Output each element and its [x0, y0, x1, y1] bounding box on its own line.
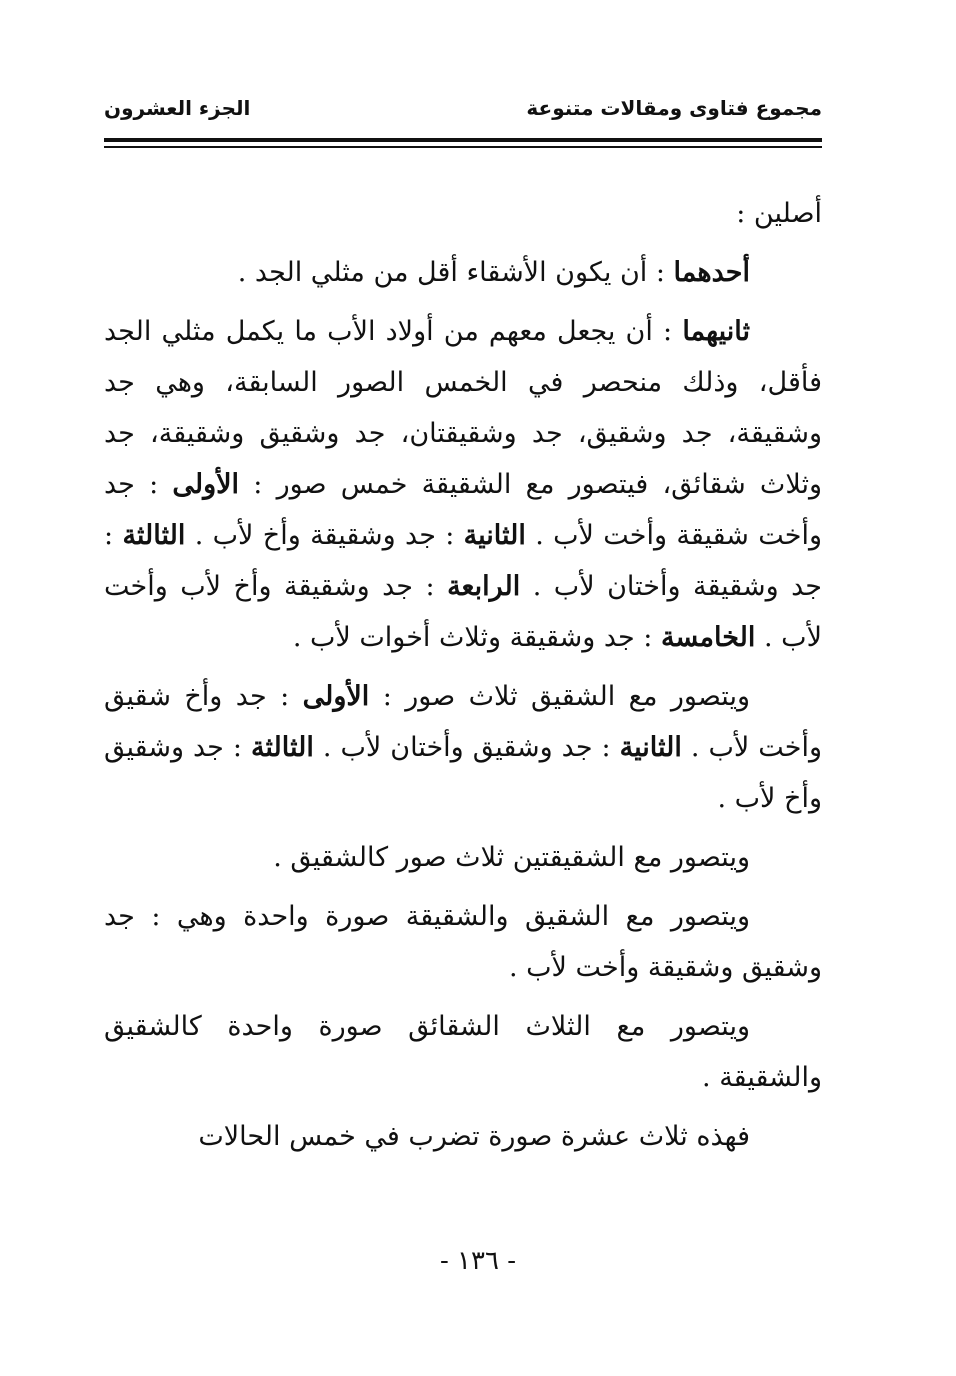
paragraph-3 [104, 306, 822, 663]
bold-label: الأولى [172, 469, 240, 500]
bold-label: الثالثة [250, 732, 314, 763]
paragraph-1 [104, 188, 822, 239]
paragraph-text: : جد وشقيقة وأخ لأب وأخت لأب . [104, 571, 822, 653]
bold-label: الثالثة [122, 520, 186, 551]
paragraph-7 [104, 1001, 822, 1103]
bold-label: الرابعة [447, 571, 521, 602]
paragraph-text: : جد وأخت شقيقة وأخت لأب . [104, 469, 822, 551]
paragraph-4 [104, 671, 822, 824]
paragraph-text: : جد وأخ شقيق وأخت لأب . [104, 681, 822, 763]
running-header [104, 96, 822, 130]
paragraph-text: : جد وشقيقة وثلاث أخوات لأب . [292, 622, 661, 653]
bold-label: ثانيهما [682, 316, 750, 347]
page-number: - ١٣٦ - [439, 1246, 517, 1276]
paragraph-text: ويتصور مع الشقيق ثلاث صور : [369, 681, 750, 712]
header-rule-thick [104, 138, 822, 142]
paragraph-8 [104, 1111, 822, 1162]
bold-label: الثانية [463, 520, 526, 551]
header-rule-thin [104, 146, 822, 148]
paragraph-text: ويتصور مع الشقيق والشقيقة صورة واحدة وهي : جد وشقيق وشقيقة وأخت لأب . [104, 901, 822, 983]
book-title: مجموع فتاوى ومقالات متنوعة [526, 96, 822, 120]
body-text [104, 188, 822, 1162]
bold-label: أحدهما [673, 257, 750, 288]
paragraph-5 [104, 832, 822, 883]
paragraph-text: ويتصور مع الثلاث الشقائق صورة واحدة كالشقيق والشقيقة . [104, 1011, 822, 1093]
paragraph-text: : أن يجعل معهم من أولاد الأب ما يكمل مثلي الجد فأقل، وذلك منحصر في الخمس الصور السابقة، وهي جد وشقيقة، جد وشقيق، جد وشقيقتان، جد وشقيق وشقيقة، جد وثلاث شقائق، فيتصور مع الشقيقة خمس صور : [104, 316, 823, 500]
bold-label: الخامسة [661, 622, 756, 653]
paragraph-text: : جد وشقيقة وأختان لأب . [104, 520, 822, 602]
volume-label: الجزء العشرون [104, 96, 251, 120]
paragraph-text: : أن يكون الأشقاء أقل من مثلي الجد . [237, 257, 674, 288]
paragraph-6 [104, 891, 822, 993]
paragraph-text: : جد وشقيقة وأخ لأب . [185, 520, 464, 551]
paragraph-text: : جد وشقيق وأخ لأب . [104, 732, 822, 814]
bold-label: الأولى [302, 681, 370, 712]
paragraph-text: فهذه ثلاث عشرة صورة تضرب في خمس الحالات [198, 1121, 750, 1152]
paragraph-2 [104, 247, 822, 298]
paragraph-text: : جد وشقيق وأختان لأب . [313, 732, 620, 763]
bold-label: الثانية [619, 732, 682, 763]
paragraph-text: أصلين : [736, 198, 822, 229]
paragraph-text: ويتصور مع الشقيقتين ثلاث صور كالشقيق . [273, 842, 750, 873]
